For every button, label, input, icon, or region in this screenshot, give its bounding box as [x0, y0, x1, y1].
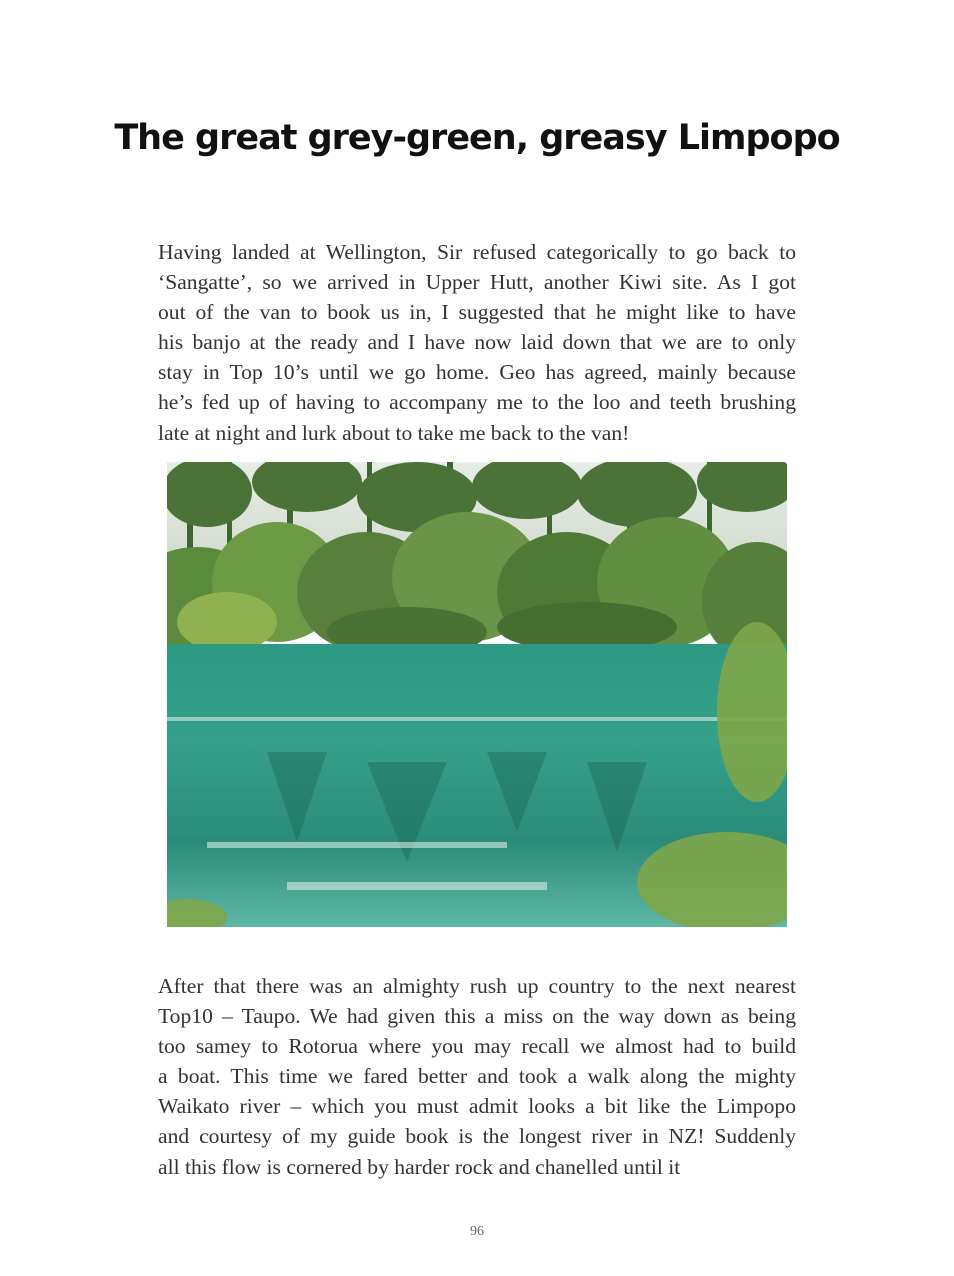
- paragraph-1-line: Having landed at Wellington, Sir refused categorically to go back to: [158, 240, 796, 264]
- chapter-title: The great grey-green, greasy Limpopo: [114, 118, 840, 158]
- paragraph-1: [158, 237, 796, 448]
- paragraph-2: [158, 971, 796, 1182]
- paragraph-2-line: too samey to Rotorua where you may recall we almost had to build: [158, 1034, 796, 1059]
- paragraph-2-line: Waikato river – which you must admit looks a bit like the Limpopo: [158, 1094, 796, 1119]
- page-number: 96: [470, 1224, 484, 1239]
- paragraph-1-line: stay in Top 10’s until we go home. Geo has agreed, mainly because: [158, 360, 796, 385]
- paragraph-1-line: ‘Sangatte’, so we arrived in Upper Hutt, another Kiwi site. As I got: [158, 270, 796, 295]
- paragraph-1-line: late at night and lurk about to take me back to the van!: [158, 420, 630, 445]
- paragraph-2-line: a boat. This time we fared better and took a walk along the mighty: [158, 1064, 796, 1089]
- paragraph-1-line: he’s fed up of having to accompany me to the loo and teeth brushing: [158, 390, 796, 415]
- paragraph-2-line: and courtesy of my guide book is the longest river in NZ! Suddenly: [158, 1124, 796, 1149]
- paragraph-2-line: After that there was an almighty rush up country to the next nearest: [158, 974, 796, 998]
- river-photo: [167, 462, 787, 927]
- paragraph-1-line: out of the van to book us in, I suggested that he might like to have: [158, 300, 796, 325]
- paragraph-2-line: Top10 – Taupo. We had given this a miss on the way down as being: [158, 1004, 796, 1029]
- paragraph-2-line: all this flow is cornered by harder rock and chanelled until it: [158, 1154, 681, 1179]
- paragraph-1-line: his banjo at the ready and I have now laid down that we are to only: [158, 330, 796, 355]
